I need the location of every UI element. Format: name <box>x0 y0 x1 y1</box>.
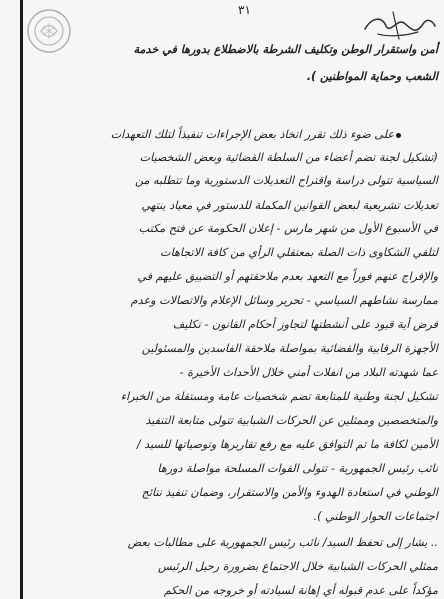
body-line: لتلقي الشكاوى ذات الصلة بمعتقلي الرأي من كافة الاتجاهات <box>160 246 438 259</box>
body-line: فرض أية قيود على أنشطتها لتجاوز أحكام القانون - تكليف <box>172 318 438 331</box>
body-line: في الأسبوع الأول من شهر مارس - إعلان الحكومة عن فتح مكتب <box>138 222 438 235</box>
body-line: والإفراج عنهم فوراً مع التعهد بعدم ملاحقتهم أو التضييق عليهم في <box>137 270 438 283</box>
official-seal <box>26 8 72 54</box>
body-line: تشكيل لجنة وطنية للمتابعة تضم شخصيات عامة ومستقلة من الخبراء <box>120 390 438 403</box>
body-line: عما شهدته البلاد من انفلات أمني خلال الأحداث الأخيرة - <box>179 366 438 379</box>
body-line: على ضوء ذلك تقرر اتخاذ بعض الإجراءات تنفيذاً لتلك التعهدات <box>110 128 394 141</box>
body-line: تعديلات تشريعية لبعض القوانين المكملة للدستور في معياد ينتهي <box>141 199 438 212</box>
body-line: اجتماعات الحوار الوطني ). <box>313 510 438 523</box>
body-line: .. يشار إلى تحفظ السيد/ نائب رئيس الجمهورية على مطالبات بعض <box>127 536 438 549</box>
body-line: الشعب وحماية المواطنين ). <box>306 70 438 83</box>
body-line: الأجهزة الرقابية والقضائية بمواصلة ملاحقة الفاسدين والمسئولين <box>141 342 438 355</box>
body-line: ممارسة نشاطهم السياسي - تحرير وسائل الإعلام والاتصالات وعدم <box>130 294 438 307</box>
body-line: الوطني في استعادة الهدوء والأمن والاستقرار، وضمان تنفيذ نتائج <box>141 486 438 499</box>
left-margin-rule <box>20 0 23 599</box>
handwritten-signature <box>360 8 438 44</box>
body-line: نائب رئيس الجمهورية - تتولى القوات المسلحة مواصلة دورها <box>157 462 438 475</box>
body-line: ممثلي الحركات الشبابية خلال الاجتماع بضرورة رحيل الرئيس <box>157 560 438 573</box>
page-number: ٣١ <box>238 3 251 17</box>
body-line: والمتخصصين وممثلين عن الحركات الشبابية تتولى متابعة التنفيذ <box>145 414 438 427</box>
body-line: السياسية تتولى دراسة واقتراح التعديلات الدستورية وما تتطلبه من <box>134 174 438 187</box>
body-line: مؤكداً على عدم قبوله أي إهانة لسيادته أو خروجه من الحكم <box>163 584 438 597</box>
body-line: (تشكيل لجنة تضم أعضاء من السلطة القضائية وبعض الشخصيات <box>139 151 438 164</box>
body-line: الأمين لكافة ما تم التوافق عليه مع رفع تقاريرها وتوصياتها للسيد / <box>136 438 438 451</box>
paragraph-bullet <box>396 133 401 138</box>
body-line: أمن واستقرار الوطن وتكليف الشرطة بالاضطلاع بدورها في خدمة <box>133 43 438 56</box>
